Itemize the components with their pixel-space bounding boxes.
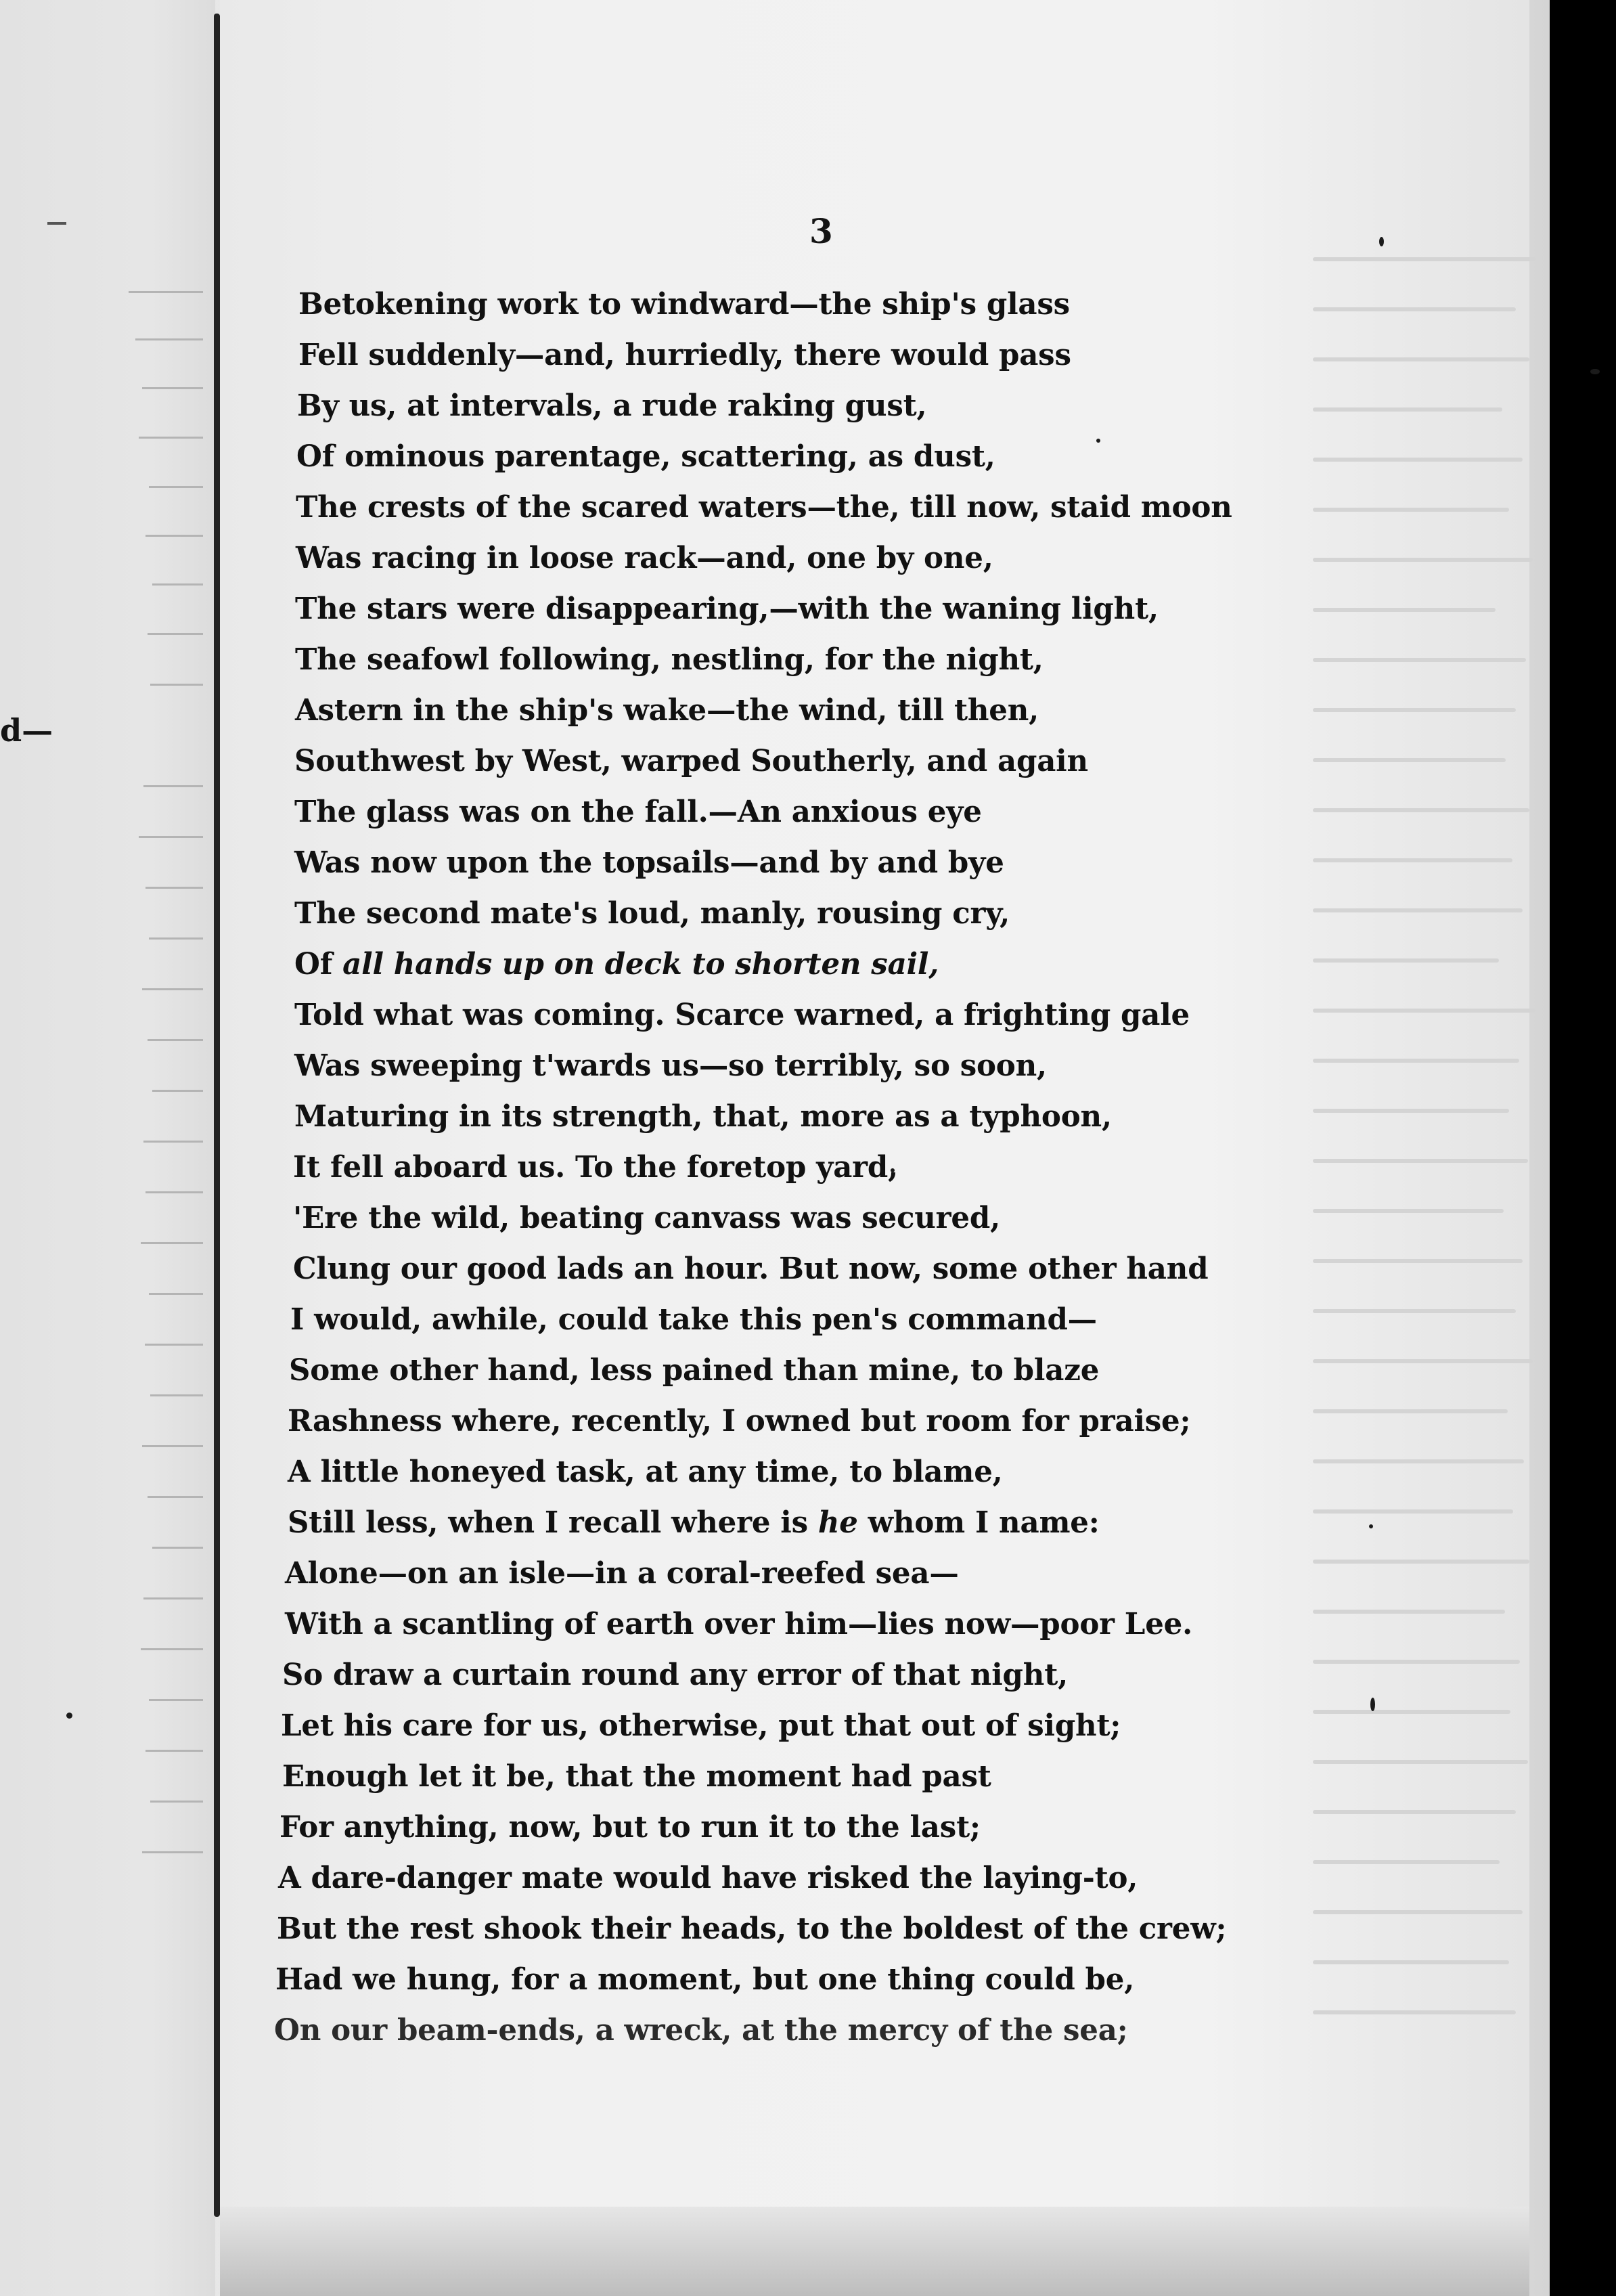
poem-line: With a scantling of earth over him—lies now—poor Lee. [285,1607,1193,1641]
poem-line: The crests of the scared waters—the, till now, staid moon [296,490,1232,525]
poem-line: Was now upon the topsails—and by and bye [294,845,1004,880]
poem-line-italic: Still less, when I recall where is he whom I name: [288,1505,1100,1540]
poem-line: Had we hung, for a moment, but one thing could be, [275,1962,1135,1997]
poem-line: 'Ere the wild, beating canvass was secured, [293,1201,1001,1235]
poem-line: The stars were disappearing,—with the waning light, [295,592,1159,626]
poem-line: Rashness where, recently, I owned but room for praise; [288,1404,1191,1438]
poem-line: Astern in the ship's wake—the wind, till then, [295,693,1039,728]
poem-line: Southwest by West, warped Southerly, and again [294,744,1088,778]
poem-line-italic: Of all hands up on deck to shorten sail, [294,947,939,981]
poem-line: Alone—on an isle—in a coral-reefed sea— [285,1556,959,1591]
page-number: 3 [809,211,833,251]
poem-line: Told what was coming. Scarce warned, a frighting gale [294,998,1190,1032]
poem-line: On our beam-ends, a wreck, at the mercy of the sea; [274,2013,1128,2048]
italic-phrase: all hands up on deck to shorten sail, [342,947,939,981]
poem-line: A dare-danger mate would have risked the laying-to, [278,1861,1138,1895]
poem-line: Maturing in its strength, that, more as a typhoon, [294,1099,1112,1134]
facing-page-edge-text: d— [0,712,53,749]
poem-line: The seafowl following, nestling, for the night, [295,642,1043,677]
poem-line: The glass was on the fall.—An anxious eye [294,795,982,829]
poem-line: So draw a curtain round any error of that night, [282,1658,1069,1692]
poem-line: It fell aboard us. To the foretop yard, [293,1150,899,1185]
poem-line: Fell suddenly—and, hurriedly, there would pass [298,338,1071,372]
poem-line: I would, awhile, could take this pen's command— [290,1302,1097,1337]
poem-line: Enough let it be, that the moment had past [282,1759,991,1794]
poem-line: Some other hand, less pained than mine, to blaze [289,1353,1100,1388]
poem-line: For anything, now, but to run it to the last; [279,1810,981,1845]
poem-line: Was sweeping t'wards us—so terribly, so soon, [294,1048,1047,1083]
poem-line: A little honeyed task, at any time, to blame, [288,1455,1003,1489]
gutter-fold [214,14,220,2217]
poem-line: Clung our good lads an hour. But now, some other hand [293,1252,1209,1286]
poem-line: By us, at intervals, a rude raking gust, [297,389,927,423]
poem-line: The second mate's loud, manly, rousing cry, [294,896,1010,931]
poem-line: Let his care for us, otherwise, put that out of sight; [281,1708,1121,1743]
poem-line: Was racing in loose rack—and, one by one, [296,541,993,575]
show-through-text [1313,257,1543,2085]
poem-line: Of ominous parentage, scattering, as dust, [296,439,995,474]
facing-page-strip [0,0,215,2296]
scan-border [1550,0,1616,2296]
italic-word: he [817,1505,858,1540]
poem-line: Betokening work to windward—the ship's glass [298,287,1070,322]
page-bottom-shadow [220,2207,1529,2296]
facing-page-bleed-marks [0,0,215,2296]
poem-line: But the rest shook their heads, to the boldest of the crew; [277,1912,1227,1946]
